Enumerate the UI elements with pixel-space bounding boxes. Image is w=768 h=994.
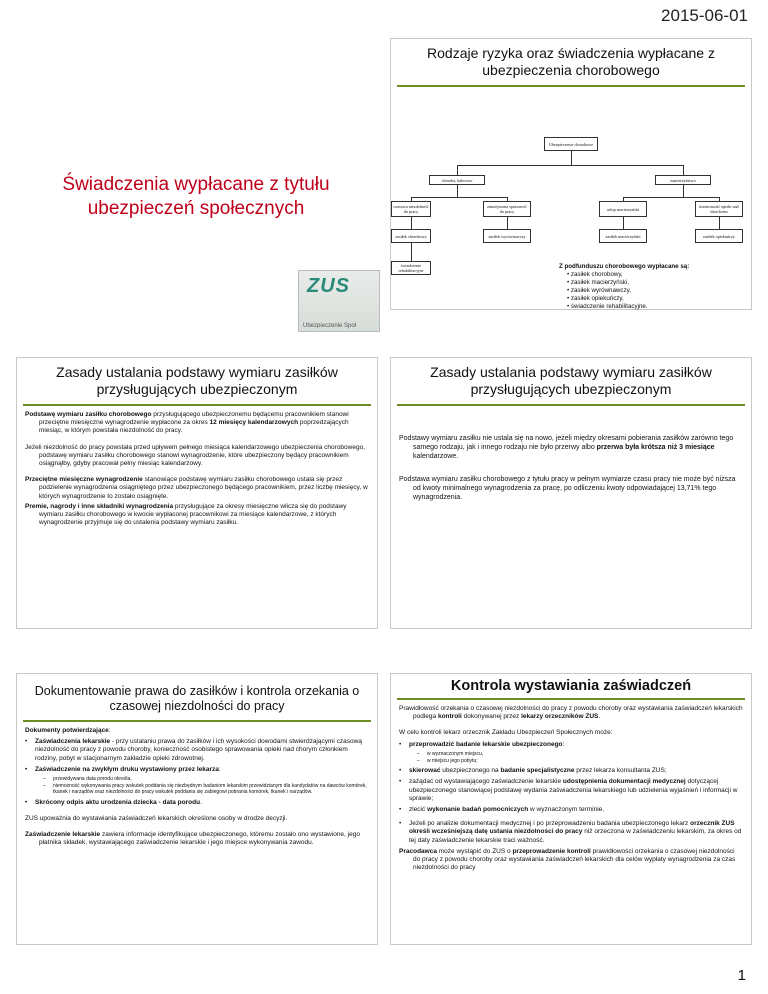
slide-4 <box>390 357 752 629</box>
diagram-node-b1: zasiłek chorobowy <box>391 229 431 243</box>
diagram-node-root: Ubezpieczenie chorobowe <box>544 137 598 151</box>
list-item: • zasiłek wyrównawczy, <box>567 287 689 295</box>
paragraph: Jeżeli niezdolność do pracy powstała przed upływem pełnego miesiąca kalendarzowego ubezpieczenia chorobowego, podstawę wymiaru zasiłku chorobowego stanowi wynagrodzenie, które ubezpieczony będący pracownikiem osiągnąłby, gdyby pracował pełny miesiąc kalendarzowy. <box>25 443 366 468</box>
document-date: 2015-06-01 <box>661 6 748 25</box>
list-item: • zlecić wykonanie badań pomocniczych w wyznaczonym terminie. <box>399 806 743 814</box>
list-item: • zasiłek chorobowy, <box>567 271 689 279</box>
diagram-node-b2: zasiłek wyrównawczy <box>483 229 531 243</box>
paragraph: ZUS upoważnia do wystawiania zaświadczeń lekarskich określone osoby w drodze decyzji. <box>25 814 288 822</box>
diagram-node-l2: zmniejszona sprawność do pracy <box>483 201 531 217</box>
slide-5-body <box>17 722 377 857</box>
paragraph: Premie, nagrody i inne składniki wynagrodzenia przysługujące za okresy miesięczne wlicza się do podstawy wymiaru zasiłku chorobowego w kwocie wypłaconej pracownikowi za miesiące kalendarzowe, z których wynagrodzenie przyjmuje się do ustalenia podstawy wymiaru zasiłku. <box>25 502 347 527</box>
paragraph: Dokumenty potwierdzające: <box>25 727 111 734</box>
slide-6 <box>390 673 752 945</box>
diagram-node-b5: świadczenie rehabilitacyjne <box>391 261 431 275</box>
benefits-list <box>559 263 689 311</box>
diagram-node-r2: konieczność opieki nad dzieckiem <box>695 201 743 217</box>
slide-2-title: Rodzaje ryzyka oraz świadczenia wypłacane z ubezpieczenia chorobowego <box>427 45 715 78</box>
slide-5-title: Dokumentowanie prawa do zasiłków i kontrola orzekania o czasowej niezdolności do pracy <box>34 684 360 713</box>
slide-5 <box>16 673 378 945</box>
list-item: • Zaświadczenie na zwykłym druku wystawiony przez lekarza: – przewidywana data porodu określa, – niemożność wykonywania pracy wskutek poddania się niezbędnym badaniom lekarskim przewidzianym dla kandydatów na dawców komórek, tkanek i narządów oraz niezdolności do pracy wskutek poddania się zabiegowi pobrania komórek, tkanek i narządów. <box>25 766 369 796</box>
paragraph: Prawidłowość orzekania o czasowej niezdolności do pracy z powodu choroby oraz wystawiania zaświadczeń lekarskich podlega kontroli dokonywanej przez lekarzy orzeczników ZUS. <box>399 705 743 721</box>
title-divider <box>397 85 745 87</box>
list-item: • zasiłek opiekuńczy, <box>567 295 689 303</box>
list-item: • zasiłek macierzyński, <box>567 279 689 287</box>
slide-4-body <box>391 406 751 512</box>
benefits-list-title: Z podfunduszu chorobowego wypłacane są: <box>559 263 690 270</box>
list-item: • przeprowadzić badanie lekarskie ubezpieczonego: – w wyznaczonym miejscu, – w miejscu jego pobytu; <box>399 741 743 765</box>
paragraph: Przeciętne miesięczne wynagrodzenie stanowiące podstawę wymiaru zasiłku chorobowego ustala się przez podzielenie wynagrodzenia osiągniętego przez ubezpieczonego będącego pracownikiem, przez liczbę miesięcy, w których wynagrodzenie to zostało osiągnięte. <box>25 476 368 500</box>
sub-list-item: – w wyznaczonym miejscu, <box>409 751 743 757</box>
list-item: • Skrócony odpis aktu urodzenia dziecka - data porodu. <box>25 799 369 807</box>
page-number: 1 <box>737 967 746 984</box>
diagram-node-b3: zasiłek macierzyński <box>599 229 647 243</box>
sub-list-item: – niemożność wykonywania pracy wskutek poddania się niezbędnym badaniom lekarskim przewidzianym dla kandydatów na dawców komórek, tkanek i narządów oraz niezdolności do pracy wskutek poddania się zabiegowi pobrania komórek, tkanek i narządów. <box>35 783 369 795</box>
slide-6-title: Kontrola wystawiania zaświadczeń <box>450 678 692 694</box>
paragraph: Zaświadczenie lekarskie zawiera informacje identyfikujące ubezpieczonego, któremu zostało ono wystawione, jego płatnika składek, wystawiającego zaświadczenie lekarskie i jego miejsce wykonywania zawodu. <box>25 831 360 847</box>
list-item: • Jeżeli po analizie dokumentacji medycznej i po przeprowadzeniu badania ubezpieczonego lekarz orzecznik ZUS określi wcześniejszą datę ustania niezdolności do pracy niż orzeczona w zaświadczeniu lekarskim, za okres od tej daty zaświadczenie lekarskie traci ważność. <box>399 820 743 845</box>
zus-logo-caption: Ubezpieczenie Społ <box>303 323 357 329</box>
paragraph: Podstawy wymiaru zasiłku nie ustala się na nowo, jeżeli między okresami pobierania zasiłków zarówno tego samego rodzaju, jak i innego rodzaju nie było przerwy albo przerwa była krótsza niż 3 miesiące kalendarzowe. <box>399 435 734 460</box>
list-item: • skierować ubezpieczonego na badanie specjalistyczne przez lekarza konsultanta ZUS; <box>399 767 743 775</box>
paragraph: Podstawa wymiaru zasiłku chorobowego z tytułu pracy w pełnym wymiarze czasu pracy nie może być niższa od kwoty minimalnego wynagrodzenia za pracę, po odliczeniu kwoty odpowiadającej 13,71% tego wynagrodzenia. <box>399 476 736 501</box>
slide-3-body <box>17 406 377 537</box>
zus-logo <box>298 270 380 332</box>
paragraph: Podstawę wymiaru zasiłku chorobowego przysługującego ubezpieczonemu będącemu pracownikiem stanowi przeciętne miesięczne wynagrodzenie wypłacone za okres 12 miesięcy kalendarzowych poprzedzających miesiąc, w którym powstała niezdolność do pracy. <box>25 411 349 435</box>
diagram-node-r1: urlop macierzyński <box>599 201 647 217</box>
slide-1 <box>16 38 378 329</box>
zus-logo-mark: ZUS <box>307 275 350 297</box>
diagram-node-branch-right: macierzyństwo <box>655 175 711 185</box>
slide-2 <box>390 38 752 310</box>
diagram-node-branch-left: choroba, kalectwo <box>429 175 485 185</box>
paragraph: Pracodawca może wystąpić do ZUS o przeprowadzenie kontroli prawidłowości orzekania o czasowej niezdolności do pracy z powodu choroby oraz wystawiania zaświadczeń lekarskich dla celów wypłaty wynagrodzenia za czas niezdolności do pracy <box>399 847 736 872</box>
list-item: • świadczenie rehabilitacyjne. <box>567 303 689 311</box>
diagram-node-b4: zasiłek opiekuńczy <box>695 229 743 243</box>
sub-list-item: – w miejscu jego pobytu; <box>409 758 743 764</box>
slide-3 <box>16 357 378 629</box>
slide-4-title: Zasady ustalania podstawy wymiaru zasiłków przysługujących ubezpieczonym <box>430 364 712 397</box>
sub-list-item: – przewidywana data porodu określa, <box>35 776 369 782</box>
slide-3-title: Zasady ustalania podstawy wymiaru zasiłków przysługujących ubezpieczonym <box>56 364 338 397</box>
paragraph: W celu kontroli lekarz orzecznik Zakładu Ubezpieczeń Społecznych może: <box>399 729 613 737</box>
diagram-node-l1: czasowa niezdolność do pracy <box>391 201 431 217</box>
slide-6-body <box>391 700 751 882</box>
slide-1-title: Świadczenia wypłacane z tytułu ubezpieczeń społecznych <box>62 174 330 219</box>
list-item: • zażądać od wystawiającego zaświadczenie lekarskie udostępnienia dokumentacji medycznej dotyczącej ubezpieczonego stanowiącej podstawę wydania zaświadczenia lekarskiego lub udzielenia wyjaśnień i informacji w sprawie; <box>399 778 743 803</box>
list-item: • Zaświadczenia lekarskie - przy ustalaniu prawa do zasiłków i ich wysokości dowodami stwierdzającymi czasową niezdolność do pracy z powodu choroby, konieczność osobistego sprawowania opieki nad chorym członkiem rodziny, pobyt w stacjonarnym zakładzie opieki zdrowotnej. <box>25 738 369 763</box>
